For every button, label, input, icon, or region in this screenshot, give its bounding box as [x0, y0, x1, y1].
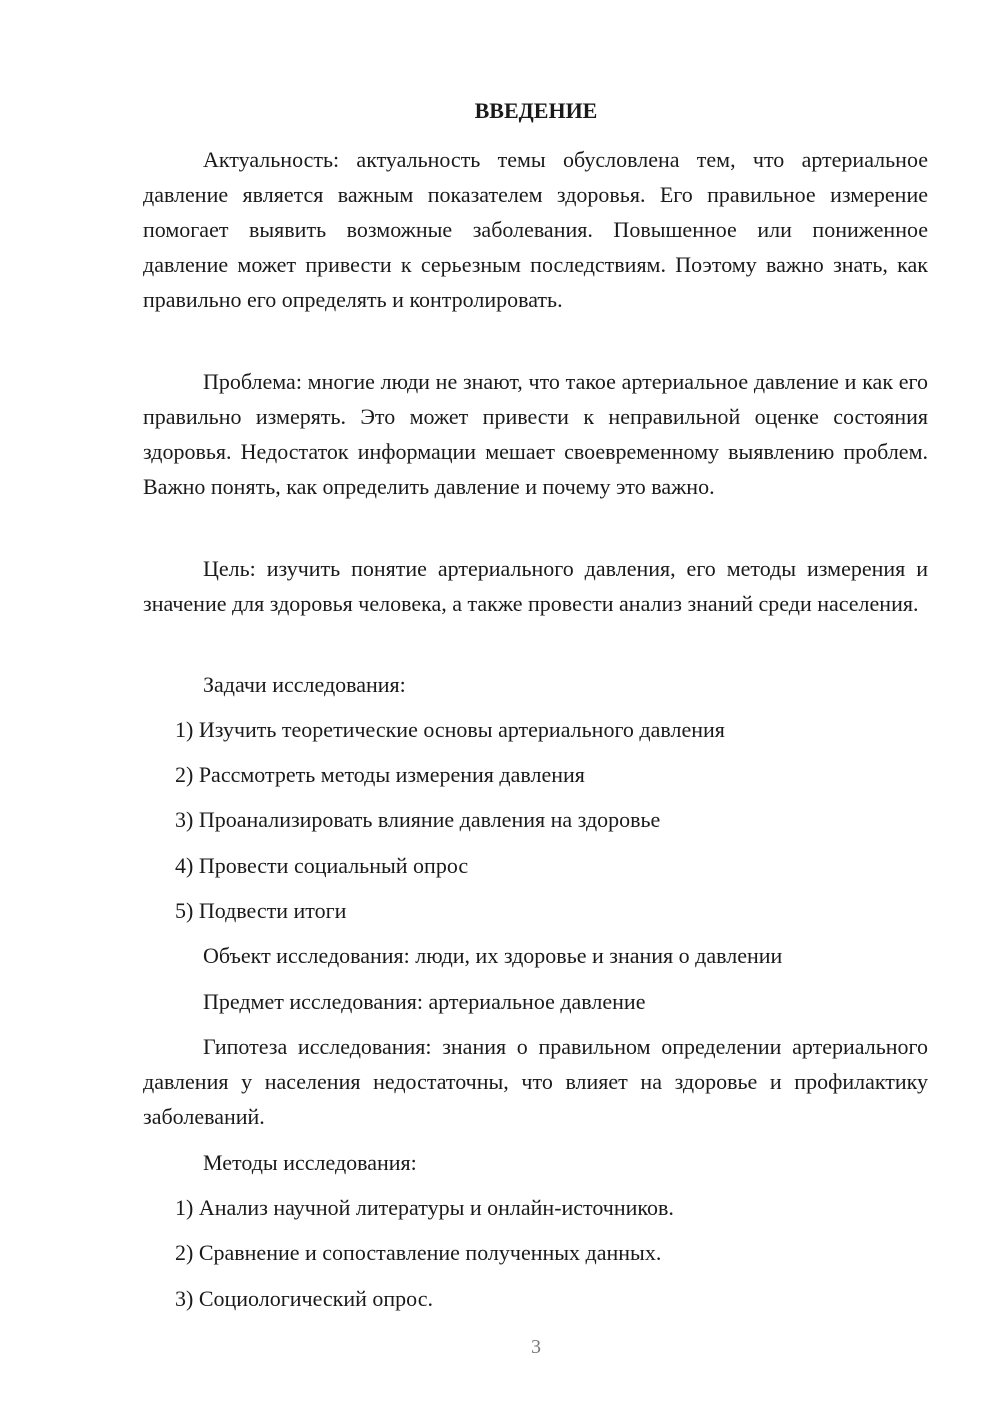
- methods-heading: Методы исследования:: [203, 1150, 417, 1175]
- method-item: 1) Анализ научной литературы и онлайн-источников.: [175, 1195, 674, 1220]
- method-item: 2) Сравнение и сопоставление полученных данных.: [175, 1240, 662, 1265]
- task-item: 1) Изучить теоретические основы артериального давления: [175, 717, 725, 742]
- task-item: 2) Рассмотреть методы измерения давления: [175, 762, 585, 787]
- method-item: 3) Социологический опрос.: [175, 1286, 433, 1311]
- tasks-heading: Задачи исследования:: [203, 672, 406, 697]
- page-number: 3: [531, 1336, 541, 1358]
- relevance-paragraph: Актуальность: актуальность темы обусловлена тем, что артериальное давление является важным показателем здоровья. Его правильное измерение помогает выявить возможные заболевания. Повышенное или пониженное давление может привести к серьезным последствиям. Поэтому важно знать, как правильно его определять и контролировать.: [143, 147, 928, 312]
- object-line: Объект исследования: люди, их здоровье и знания о давлении: [203, 943, 783, 968]
- hypothesis-paragraph: Гипотеза исследования: знания о правильном определении артериального давления у населения недостаточны, что влияет на здоровье и профилактику заболеваний.: [143, 1034, 928, 1129]
- task-item: 3) Проанализировать влияние давления на здоровье: [175, 807, 661, 832]
- section-title: ВВЕДЕНИЕ: [474, 98, 598, 123]
- goal-paragraph: Цель: изучить понятие артериального давления, его методы измерения и значение для здоровья человека, а также провести анализ знаний среди населения.: [143, 556, 928, 616]
- subject-line: Предмет исследования: артериальное давление: [203, 989, 646, 1014]
- task-item: 4) Провести социальный опрос: [175, 853, 469, 878]
- problem-paragraph: Проблема: многие люди не знают, что такое артериальное давление и как его правильно измерять. Это может привести к неправильной оценке состояния здоровья. Недостаток информации мешает своевременному выявлению проблем. Важно понять, как определить давление и почему это важно.: [143, 369, 928, 499]
- task-item: 5) Подвести итоги: [175, 898, 347, 923]
